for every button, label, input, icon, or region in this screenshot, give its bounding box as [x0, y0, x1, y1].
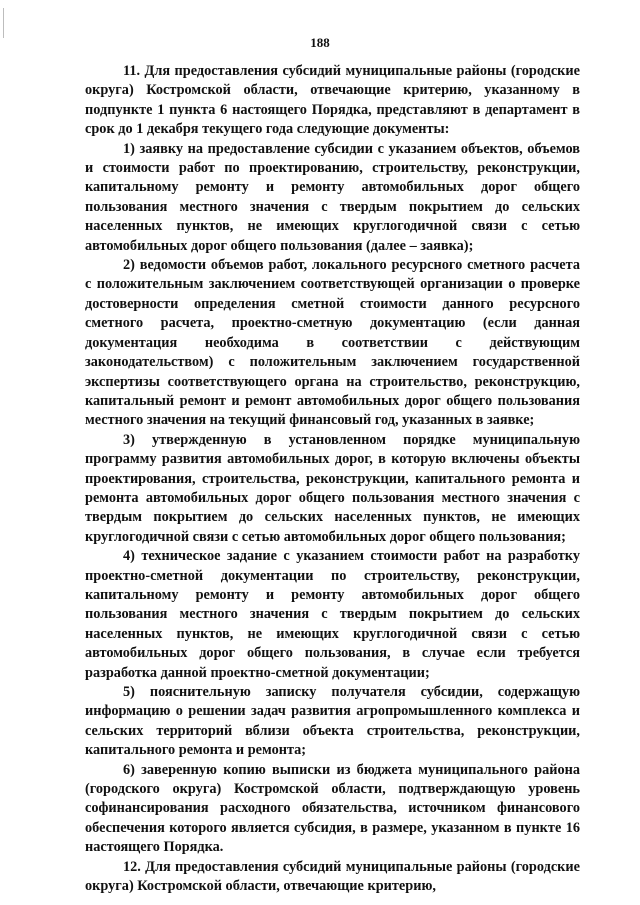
paragraph-11-intro: 11. Для предоставления субсидий муниципальные районы (городские округа) Костромской области, отвечающие критерию, указанному в подпункте 1 пункта 6 настоящего Порядка, представляют в департамент в срок до 1 декабря текущего года следующие документы: [85, 63, 580, 138]
document-body [85, 62, 580, 896]
paragraph-item-2: 2) ведомости объемов работ, локального ресурсного сметного расчета с положительным заключением соответствующей организации о проверке достоверности определения сметной стоимости данного ресурсного сметного расчета, проектно-сметную документацию (если данная документация необходима в соответствии с действующим законодательством) с положительным заключением государственной экспертизы соответствующего органа на строительство, реконструкцию, капитальный ремонт и ремонт автомобильных дорог общего пользования местного значения на текущий финансовый год, указанных в заявке; [85, 257, 580, 429]
paragraph-item-4: 4) техническое задание с указанием стоимости работ на разработку проектно-сметной документации по строительству, реконструкции, капитальному ремонту и ремонту автомобильных дорог общего пользования местного значения с твердым покрытием до сельских населенных пунктов, не имеющих круглогодичной связи с сетью автомобильных дорог общего пользования, в случае если требуется разработка данной проектно-сметной документации; [85, 548, 580, 681]
paragraph-item-1: 1) заявку на предоставление субсидии с указанием объектов, объемов и стоимости работ по проектированию, строительству, реконструкции, капитальному ремонту и ремонту автомобильных дорог общего пользования местного значения с твердым покрытием до сельских населенных пунктов, не имеющих круглогодичной связи с сетью автомобильных дорог общего пользования (далее – заявка); [85, 140, 580, 254]
paragraph-item-5: 5) пояснительную записку получателя субсидии, содержащую информацию о решении задач развития агропромышленного комплекса и сельских территорий вблизи объекта строительства, реконструкции, капитального ремонта и ремонта; [85, 684, 580, 759]
page-number: 188 [310, 35, 330, 50]
scan-edge-mark [3, 8, 4, 38]
paragraph-item-3: 3) утвержденную в установленном порядке муниципальную программу развития автомобильных дорог, в которую включены объекты проектирования, строительства, реконструкции, капитального ремонта и ремонта автомобильных дорог общего пользования местного значения с твердым покрытием до сельских населенных пунктов, не имеющих круглогодичной связи с сетью автомобильных дорог общего пользования; [85, 431, 580, 545]
paragraph-item-6: 6) заверенную копию выписки из бюджета муниципального района (городского округа) Костромской области, подтверждающую уровень софинансирования расходного обязательства, источником финансового обеспечения которого является субсидия, в размере, указанном в пункте 16 настоящего Порядка. [85, 761, 580, 856]
paragraph-12-intro: 12. Для предоставления субсидий муниципальные районы (городские округа) Костромской области, отвечающие критерию, [85, 858, 580, 895]
